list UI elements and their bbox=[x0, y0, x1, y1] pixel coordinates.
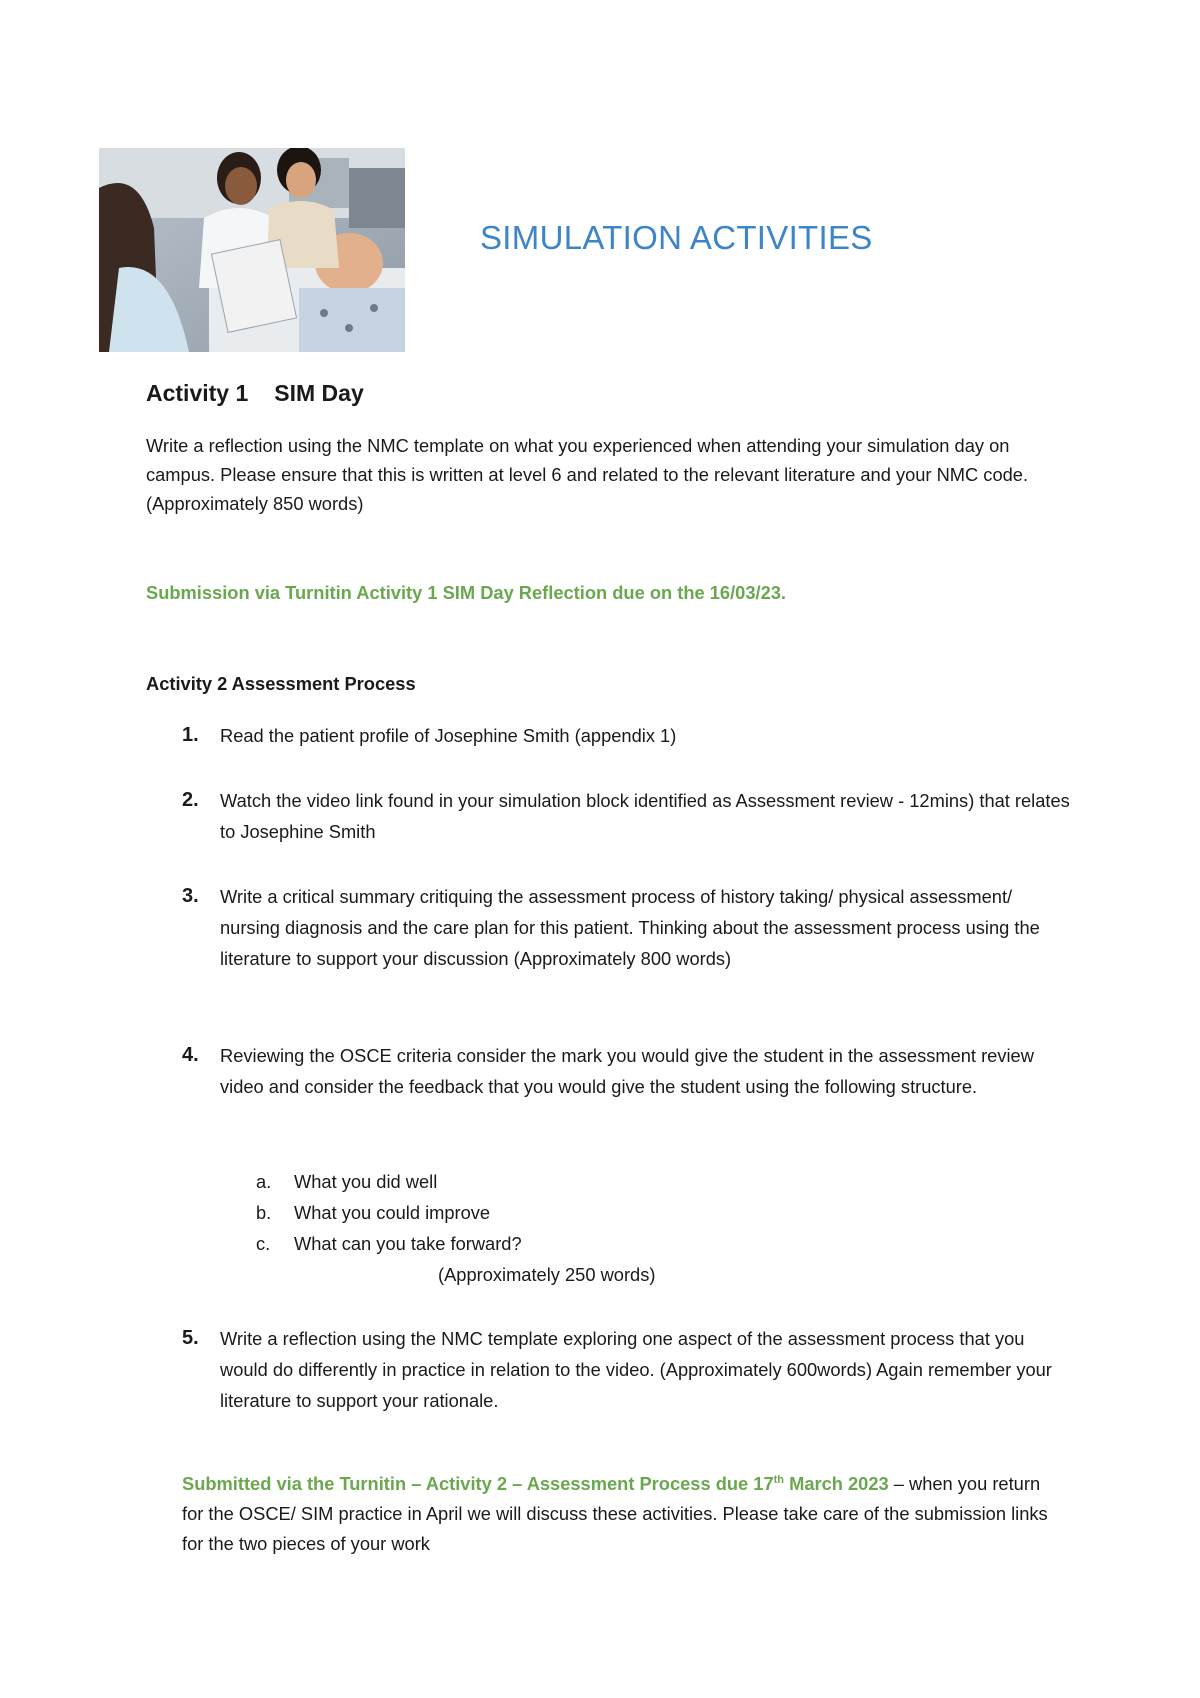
list-item-text: Write a reflection using the NMC template exploring one aspect of the assessment process that you would do differently in practice in relation to the video. (Approximately 600words) Again remember your literature to support your rationale. bbox=[220, 1328, 1052, 1411]
activity-1-heading bbox=[146, 380, 364, 407]
sub-list-letter: b. bbox=[256, 1202, 272, 1223]
list-item-number: 1. bbox=[182, 724, 199, 746]
activity-1-submission: Submission via Turnitin Activity 1 SIM Day Reflection due on the 16/03/23. bbox=[146, 582, 786, 603]
activity-1-description: Write a reflection using the NMC template on what you experienced when attending your simulation day on campus. Please ensure that this is written at level 6 and related to the relevant literature and your NMC code. (Approximately 850 words) bbox=[146, 435, 1029, 514]
submission-rest: – when you return for the OSCE/ SIM practice in April we will discuss these activities. Please take care of the submission links for the two pieces of your work bbox=[182, 1473, 1048, 1554]
sub-list-letter: c. bbox=[256, 1233, 271, 1254]
list-item-number: 3. bbox=[182, 885, 199, 907]
list-item-number: 5. bbox=[182, 1327, 199, 1349]
sub-list-text: What can you take forward? bbox=[294, 1233, 522, 1254]
document-title: SIMULATION ACTIVITIES bbox=[480, 219, 873, 256]
sub-list-letter: a. bbox=[256, 1171, 272, 1192]
list-item-text: Write a critical summary critiquing the assessment process of history taking/ physical assessment/ nursing diagnosis and the care plan for this patient. Thinking about the assessment process using the literature to support your discussion (Approximately 800 words) bbox=[220, 886, 1040, 969]
submission-green-suffix: March 2023 bbox=[784, 1473, 889, 1494]
simulation-photo-illustration bbox=[99, 148, 405, 352]
list-item-text: Watch the video link found in your simulation block identified as Assessment review - 12mins) that relates to Josephine Smith bbox=[220, 790, 1070, 842]
activity-2-submission bbox=[182, 1469, 1062, 1559]
sub-list-text: What you did well bbox=[294, 1171, 438, 1192]
activity-1-name: SIM Day bbox=[274, 380, 364, 406]
word-count-note: (Approximately 250 words) bbox=[438, 1264, 656, 1285]
submission-superscript: th bbox=[773, 1473, 785, 1486]
simulation-photo bbox=[99, 148, 405, 352]
activity-1-label: Activity 1 bbox=[146, 380, 249, 406]
submission-green-prefix: Submitted via the Turnitin – Activity 2 – Assessment Process due 17 bbox=[182, 1473, 774, 1494]
list-item-text: Reviewing the OSCE criteria consider the mark you would give the student in the assessment review video and consider the feedback that you would give the student using the following structure. bbox=[220, 1045, 1034, 1097]
list-item-number: 2. bbox=[182, 789, 199, 811]
list-item-text: Read the patient profile of Josephine Smith (appendix 1) bbox=[220, 725, 677, 746]
activity-2-heading: Activity 2 Assessment Process bbox=[146, 673, 416, 694]
sub-list-text: What you could improve bbox=[294, 1202, 491, 1223]
list-item-number: 4. bbox=[182, 1044, 199, 1066]
